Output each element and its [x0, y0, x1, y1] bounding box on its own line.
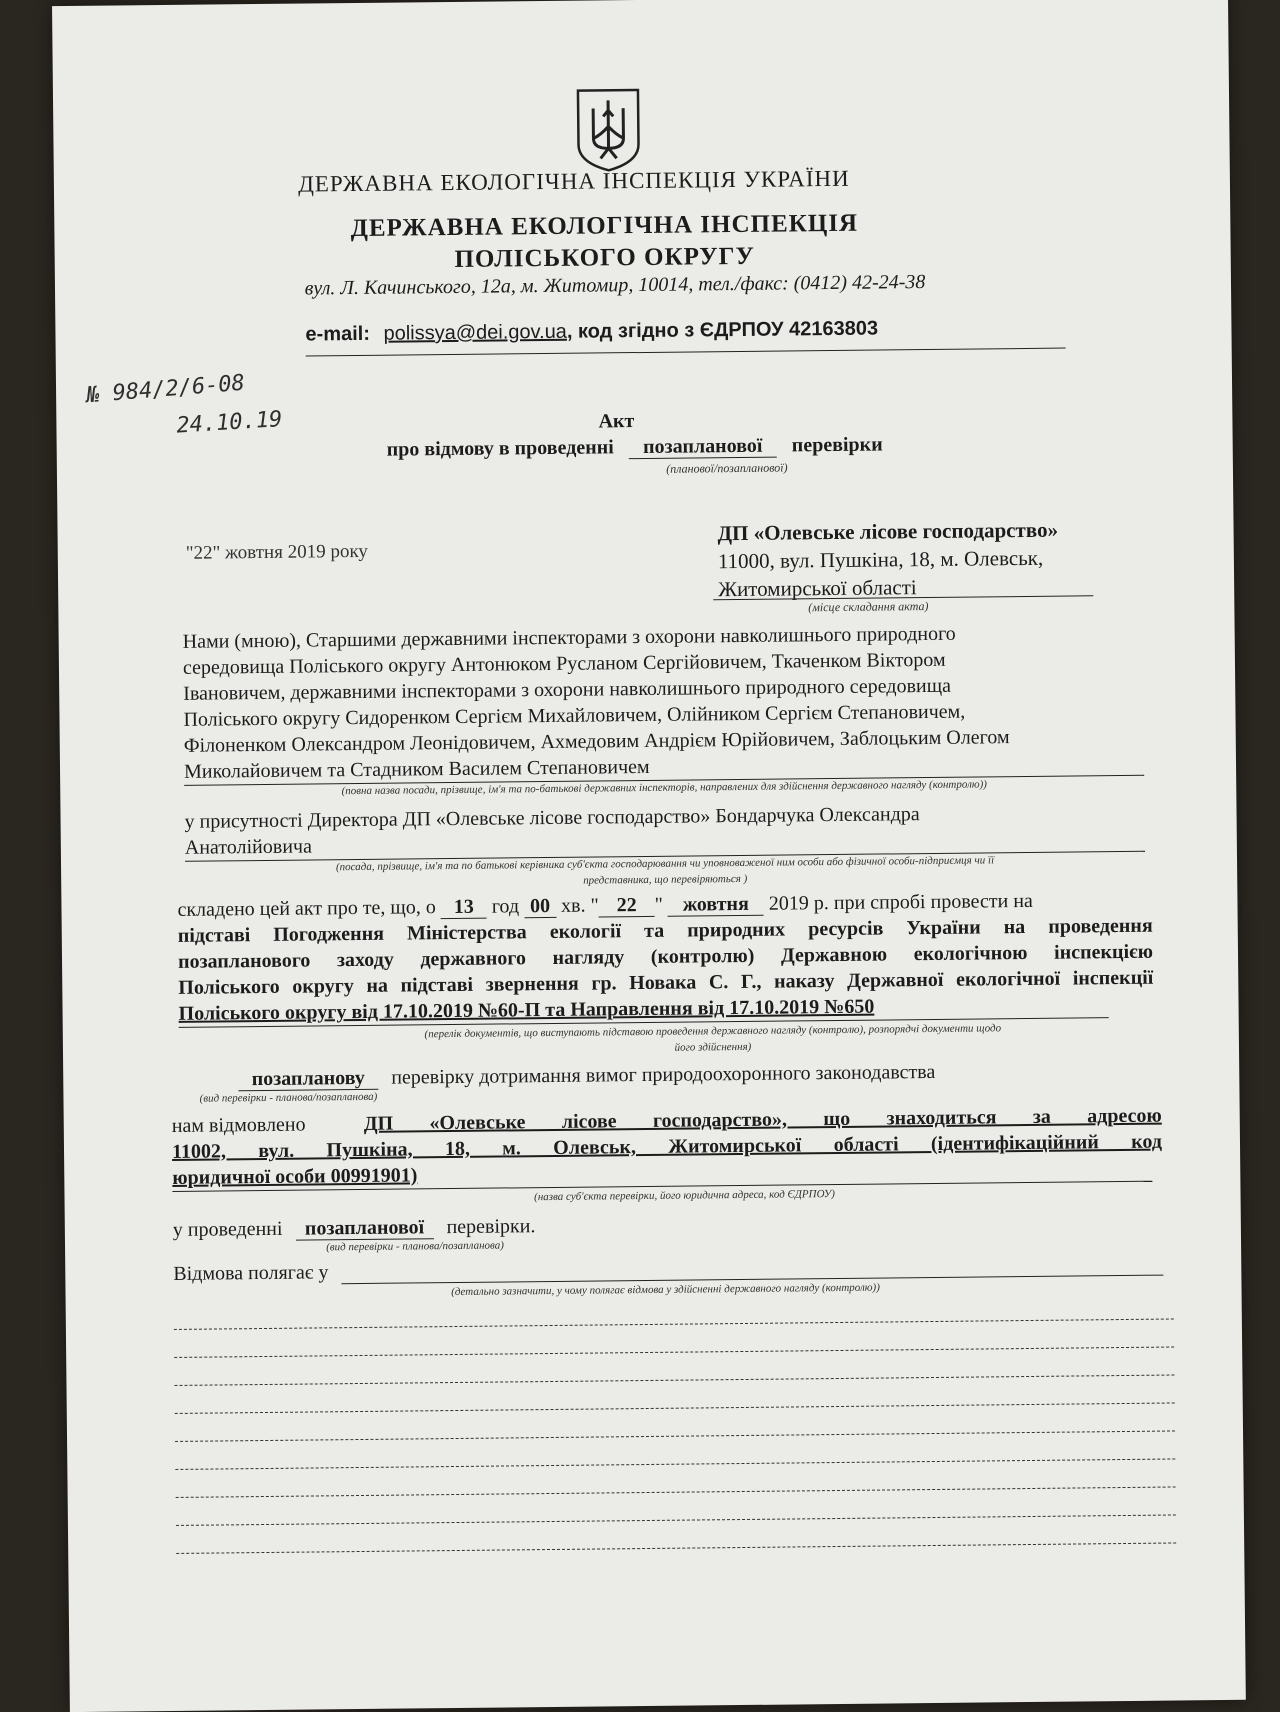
inspectors-line-1: Нами (мною), Старшими державними інспекторами з охорони навколишнього природного [182, 622, 956, 653]
composed-line-4: Поліського округу на підставі звернення гр. Новака С. Г., наказу Державної екологічної інспекції [178, 966, 1154, 999]
refused-line-3: юридичної особи 00991901) [172, 1164, 418, 1189]
composed-text-a: складено цей акт про те, що, о [177, 896, 436, 921]
refused-line-2: 11002, вул. Пушкіна, 18, м. Олевськ, Житомирської області (ідентифікаційний код [171, 1130, 1163, 1163]
conducting-line [173, 1213, 536, 1243]
subagency-line-2: ПОЛІСЬКОГО ОКРУГУ [454, 242, 756, 273]
inspectors-line-5: Філоненком Олександром Леонідовичем, Ахмедовим Андрієм Юрійовичем, Заблоцьким Олегом [183, 726, 1010, 757]
inspectors-line-2: середовища Поліського округу Антонюком Русланом Сергійовичем, Ткаченком Віктором [182, 648, 946, 679]
composed-hour: 13 [441, 896, 487, 919]
composed-caption-1: (перелік документів, що виступають підставою проведення державного нагляду (контролю), розпорядчі документи щодо [424, 1022, 1002, 1041]
conducting-kind: позапланової [295, 1216, 433, 1240]
contact-line [305, 318, 878, 347]
conducting-suffix: перевірки. [446, 1215, 536, 1239]
composed-text-e: 2019 р. при спробі провести на [768, 889, 1033, 915]
blank-line [175, 1402, 1175, 1413]
blank-line [175, 1458, 1175, 1469]
blank-line [175, 1430, 1175, 1441]
registration-date: 24.10.19 [175, 407, 284, 439]
conducting-prefix: у проведенні [172, 1217, 283, 1241]
composed-day: 22 [599, 894, 655, 918]
check-line [238, 1059, 935, 1092]
presence-line-2: Анатолійовича [184, 835, 313, 859]
refused-line-1: ДП «Олевське лісове господарство», що знаходиться за адресою [363, 1104, 1162, 1135]
check-caption: (вид перевірки - планова/позапланова) [199, 1090, 378, 1105]
place-block [717, 516, 1058, 604]
blank-line [174, 1346, 1174, 1357]
subtitle-caption: (планової/позапланової) [666, 460, 788, 476]
blank-line [176, 1514, 1176, 1525]
place-line-3: Житомирської області [718, 575, 917, 602]
header-divider [306, 348, 1066, 357]
conducting-caption: (вид перевірки - планова/позапланова) [326, 1239, 504, 1254]
act-title: Акт [598, 410, 635, 433]
email-link[interactable]: polissya@dei.gov.ua [383, 320, 567, 345]
presence-caption-1: (посада, прізвище, ім'я та по батькові керівника суб'єкта господарювання чи уповноваженої ним особи або фізичної особи-підприємця чи її [335, 854, 995, 874]
blank-line [174, 1374, 1174, 1385]
subtitle-prefix: про відмову в проведенні [386, 436, 614, 461]
blank-line [176, 1486, 1176, 1497]
composed-minutes: 00 [524, 895, 556, 918]
composed-line-5: Поліського округу від 17.10.2019 №60-П та Направлення від 17.10.2019 №650 [178, 995, 875, 1025]
blank-line [174, 1318, 1174, 1329]
composed-line-2: підставі Погодження Міністерства екології та природних ресурсів України на проведення [177, 914, 1153, 947]
inspectors-line-4: Поліського округу Сидоренком Сергієм Михайловичем, Олійником Сергієм Степановичем, [183, 700, 966, 731]
agency-address: вул. Л. Качинського, 12а, м. Житомир, 10014, тел./факс: (0412) 42-24-38 [304, 271, 926, 300]
check-text: перевірку дотримання вимог природоохоронного законодавства [391, 1060, 936, 1089]
edrpou-code: , код згідно з ЄДРПОУ 42163803 [566, 317, 879, 343]
composed-caption-2: його здійснення) [674, 1040, 752, 1054]
composed-text-b: год [491, 895, 520, 918]
composed-text-d: " [654, 893, 663, 916]
place-line-1: ДП «Олевське лісове господарство» [717, 517, 1059, 546]
registration-number: № 984/2/6-08 [85, 370, 246, 409]
agency-name: ДЕРЖАВНА ЕКОЛОГІЧНА ІНСПЕКЦІЯ УКРАЇНИ [297, 165, 850, 197]
composed-line-3: позапланового заходу державного нагляду (контролю) Державною екологічною інспекцією [177, 940, 1154, 973]
document-page [52, 0, 1246, 1712]
presence-caption-2: представника, що перевіряються ) [583, 872, 748, 887]
place-line-2: 11000, вул. Пушкіна, 18, м. Олевськ, [717, 545, 1044, 574]
composed-text-c: хв. " [560, 894, 599, 917]
email-label: e-mail: [305, 322, 371, 346]
act-date: "22" жовтня 2019 року [185, 540, 368, 564]
presence-line-1: у присутності Директора ДП «Олевське лісове господарство» Бондарчука Олександра [184, 803, 920, 833]
subagency-line-1: ДЕРЖАВНА ЕКОЛОГІЧНА ІНСПЕКЦІЯ [350, 209, 859, 243]
refusal-label: Відмова полягає у [173, 1261, 329, 1285]
refused-caption: (назва суб'єкта перевірки, його юридична адреса, код ЄДРПОУ) [534, 1188, 835, 1204]
inspectors-line-6: Миколайовичем та Стадником Василем Степановичем [183, 755, 650, 783]
inspectors-line-3: Івановичем, державними інспекторами з охорони навколишнього природного середовища [183, 674, 952, 705]
refused-prefix: нам відмовлено [171, 1113, 306, 1137]
act-subtitle [387, 433, 883, 461]
place-caption: (місце складання акта) [808, 599, 929, 615]
blank-line [176, 1542, 1176, 1553]
inspectors-caption: (повна назва посади, прізвище, ім'я та по-батькові державних інспекторів, направлених для здійснення державного нагляду (контролю)) [341, 778, 987, 798]
composed-month: жовтня [668, 893, 764, 917]
subtitle-suffix: перевірки [791, 433, 883, 457]
subtitle-kind: позапланової [629, 435, 777, 460]
refusal-caption: (детально зазначити, у чому полягає відмова у здійсненні державного нагляду (контролю)) [451, 1281, 880, 1299]
check-kind: позапланову [238, 1067, 378, 1091]
coat-of-arms-icon [573, 86, 644, 173]
